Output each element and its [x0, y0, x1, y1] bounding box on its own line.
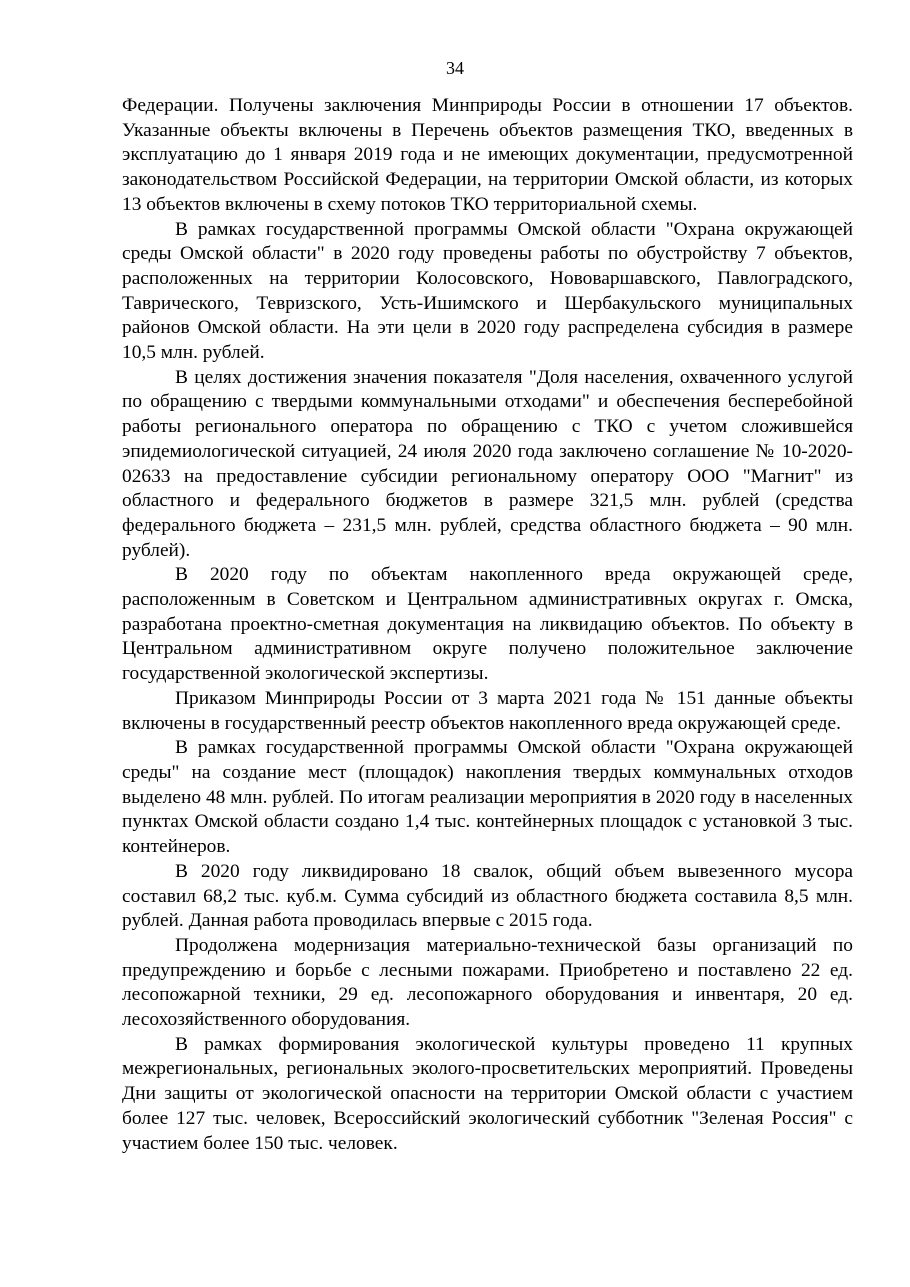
document-body	[122, 94, 853, 1156]
paragraph-forest-fire-equipment: Продолжена модернизация материально-технической базы организаций по предупреждению и борьбе с лесными пожарами. Приобретено и поставлено 22 ед. лесопожарной техники, 29 ед. лесопожарного оборудования и инвентаря, 20 ед. лесохозяйственного оборудования.	[122, 934, 853, 1031]
paragraph-regional-operator-subsidy: В целях достижения значения показателя "Доля населения, охваченного услугой по обращению с твердыми коммунальными отходами" и обеспечения бесперебойной работы регионального оператора по обращению с ТКО с учетом сложившейся эпидемиологической ситуацией, 24 июля 2020 года заключено соглашение № 10-2020-02633 на предоставление субсидии региональному оператору ООО "Магнит" из областного и федерального бюджетов в размере 321,5 млн. рублей (средства федерального бюджета – 231,5 млн. рублей, средства областного бюджета – 90 млн. рублей).	[122, 366, 853, 561]
paragraph-accumulated-damage: В 2020 году по объектам накопленного вреда окружающей среде, расположенным в Советском и Центральном административных округах г. Омска, разработана проектно-сметная документация на ликвидацию объектов. По объекту в Центральном административном округе получено положительное заключение государственной экологической экспертизы.	[122, 564, 853, 685]
paragraph-ecological-culture: В рамках формирования экологической культуры проведено 11 крупных межрегиональных, региональных эколого-просветительских мероприятий. Проведены Дни защиты от экологической опасности на территории Омской области с участием более 127 тыс. человек, Всероссийский экологический субботник "Зеленая Россия" с участием более 150 тыс. человек.	[122, 1033, 853, 1154]
paragraph-object-improvement: В рамках государственной программы Омской области "Охрана окружающей среды Омской области" в 2020 году проведены работы по обустройству 7 объектов, расположенных на территории Колосовского, Нововаршавского, Павлоградского, Таврического, Тевризского, Усть-Ишимского и Шербакульского муниципальных районов Омской области. На эти цели в 2020 году распределена субсидия в размере 10,5 млн. рублей.	[122, 218, 853, 364]
paragraph-dump-liquidation: В 2020 году ликвидировано 18 свалок, общий объем вывезенного мусора составил 68,2 тыс. куб.м. Сумма субсидий из областного бюджета составила 8,5 млн. рублей. Данная работа проводилась впервые с 2015 года.	[122, 860, 853, 932]
paragraph-waste-sites: В рамках государственной программы Омской области "Охрана окружающей среды" на создание мест (площадок) накопления твердых коммунальных отходов выделено 48 млн. рублей. По итогам реализации мероприятия в 2020 году в населенных пунктах Омской области создано 1,4 тыс. контейнерных площадок с установкой 3 тыс. контейнеров.	[122, 737, 853, 858]
page-number: 34	[446, 58, 464, 78]
paragraph-state-register: Приказом Минприроды России от 3 марта 2021 года № 151 данные объекты включены в государственный реестр объектов накопленного вреда окружающей среде.	[122, 687, 853, 734]
paragraph-tko-objects: Федерации. Получены заключения Минприроды России в отношении 17 объектов. Указанные объекты включены в Перечень объектов размещения ТКО, введенных в эксплуатацию до 1 января 2019 года и не имеющих документации, предусмотренной законодательством Российской Федерации, на территории Омской области, из которых 13 объектов включены в схему потоков ТКО территориальной схемы.	[122, 95, 853, 215]
